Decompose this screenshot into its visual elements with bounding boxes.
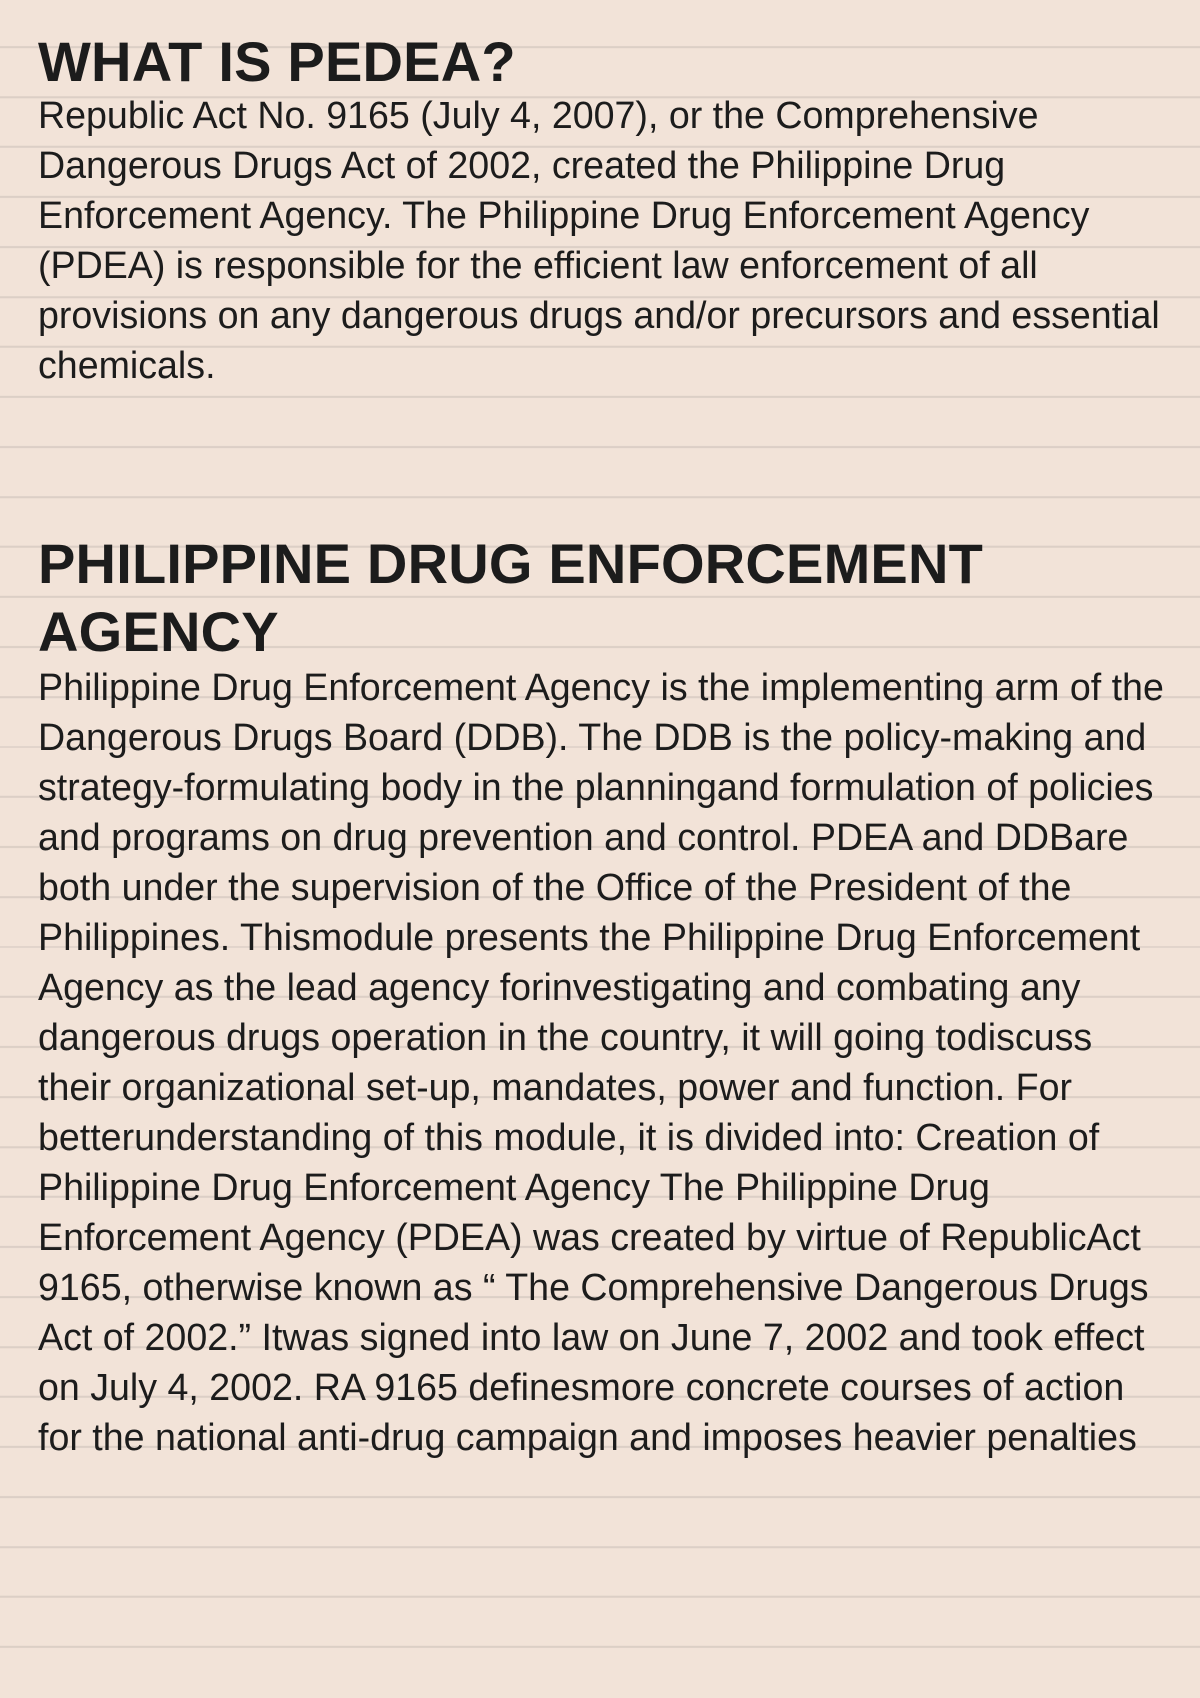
section-heading: PHILIPPINE DRUG ENFORCEMENT AGENCY xyxy=(38,532,984,663)
section-body-text: Republic Act No. 9165 (July 4, 2007), or the Comprehensive Dangerous Drugs Act of 2002, created the Philippine Drug Enforcement Agency. The Philippine Drug Enforcement Agency (PDEA) is responsible for the efficient law enforcement of all provisions on any dangerous drugs and/or precursors and essential chemicals. xyxy=(38,94,1160,386)
section-body-text: Philippine Drug Enforcement Agency is the implementing arm of the Dangerous Drugs Board (DDB). The DDB is the policy-making and strategy-formulating body in the planningand formulation of policies and programs on drug prevention and control. PDEA and DDBare both under the supervision of the Office of the President of the Philippines. Thismodule presents the Philippine Drug Enforcement Agency as the lead agency forinvestigating and combating any dangerous drugs operation in the country, it will going todiscuss their organizational set-up, mandates, power and function. For betterunderstanding of this module, it is divided into: Creation of Philippine Drug Enforcement Agency The Philippine Drug Enforcement Agency (PDEA) was created by virtue of RepublicAct 9165, otherwise known as “ The Comprehensive Dangerous Drugs Act of 2002.” Itwas signed into law on June 7, 2002 and took effect on July 4, 2002. RA 9165 definesmore concrete courses of action for the national anti-drug campaign and imposes heavier penalties xyxy=(38,666,1164,1458)
section-heading: WHAT IS PEDEA? xyxy=(38,30,516,93)
section-what-is-pedea xyxy=(38,32,1172,390)
section-pdea-agency xyxy=(38,530,1172,1462)
